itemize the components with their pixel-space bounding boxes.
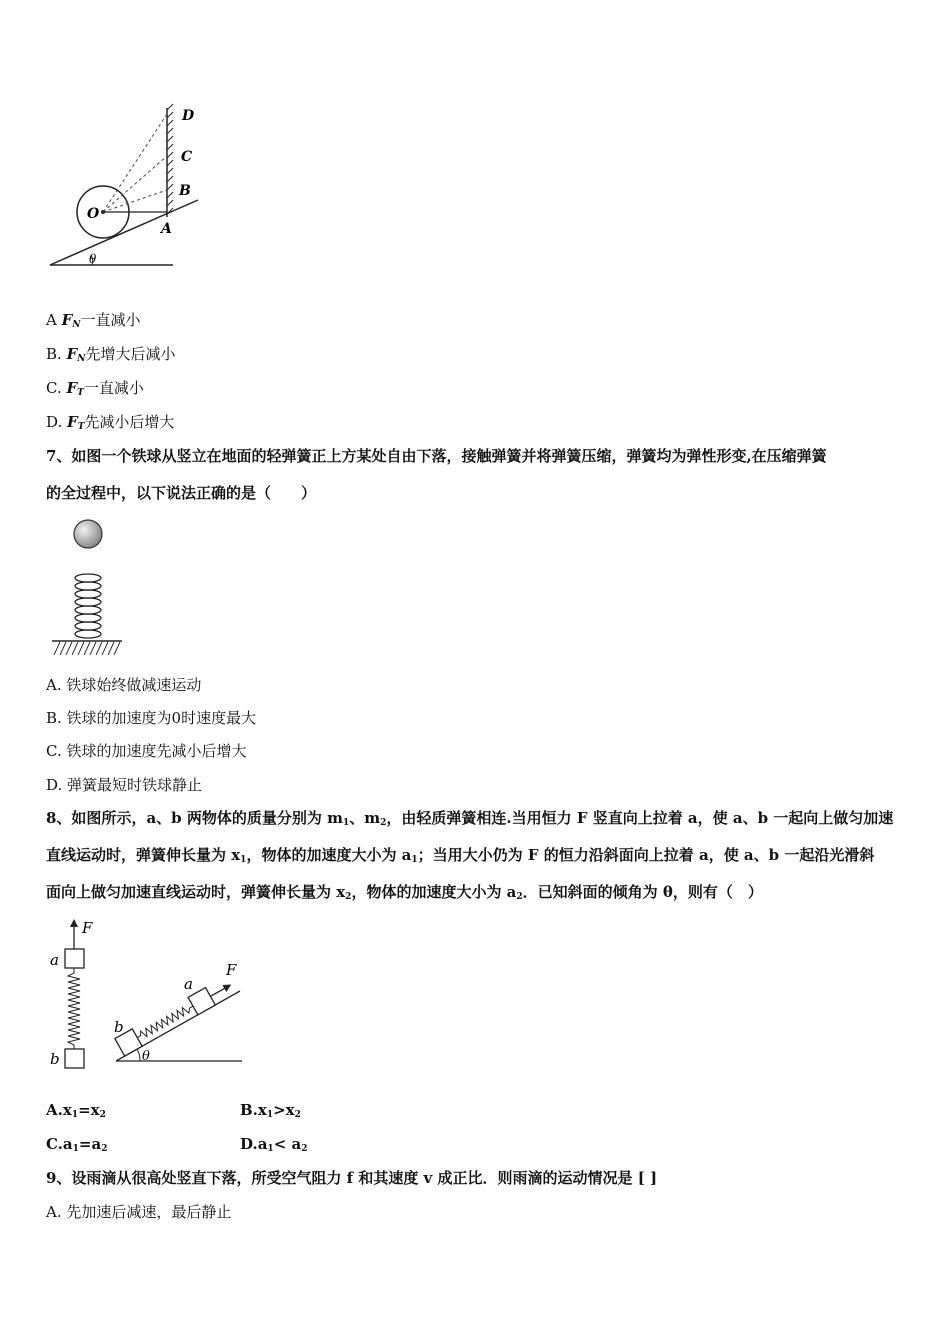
- q8-option-a: $A.x_1=x_2$: [46, 1101, 106, 1120]
- q8-option-d: $D.a_1< a_2$: [240, 1135, 308, 1154]
- label-D: D: [182, 108, 195, 124]
- q6-option-c: C. $F_T$一直减小: [46, 379, 144, 398]
- fig8-b-incline: b: [114, 1018, 124, 1036]
- fig8-F-incline: F: [226, 961, 237, 979]
- label-theta: θ: [89, 252, 97, 266]
- fig8-a-vertical: a: [50, 951, 59, 969]
- q8-option-c: $C.a_1=a_2$: [46, 1135, 108, 1154]
- q7-stem-line2: 的全过程中，以下说法正确的是（ ）: [46, 484, 317, 502]
- q6-option-b: B. $F_N$先增大后减小: [46, 345, 176, 364]
- q7-option-d: D. 弹簧最短时铁球静止: [46, 776, 203, 794]
- label-A: A: [161, 221, 172, 237]
- q7-figure: [48, 512, 128, 660]
- label-B: B: [179, 183, 191, 199]
- fig8-F-vertical: F: [82, 919, 93, 937]
- q9-option-a: A. 先加速后减速，最后静止: [46, 1203, 232, 1221]
- fig8-theta: θ: [142, 1049, 150, 1064]
- fig8-a-incline: a: [184, 975, 193, 993]
- q7-stem-line1: 7、如图一个铁球从竖立在地面的轻弹簧正上方某处自由下落，接触弹簧并将弹簧压缩，弹簧均为弹性形变,在压缩弹簧: [46, 447, 827, 465]
- q7-option-c: C. 铁球的加速度先减小后增大: [46, 742, 247, 760]
- q6-option-d: D. $F_T$先减小后增大: [46, 413, 175, 432]
- q8-stem-line3: 面向上做匀加速直线运动时，弹簧伸长量为 $x_2$，物体的加速度大小为 $a_2$．已知斜面的倾角为 θ，则有（ ）: [46, 883, 763, 902]
- q8-option-b: $B.x_1>x_2$: [240, 1101, 301, 1120]
- q7-option-a: A. 铁球始终做减速运动: [46, 676, 202, 694]
- label-C: C: [181, 149, 193, 165]
- q8-stem-line1: 8、如图所示，a、b 两物体的质量分别为 $m_1$、$m_2$，由轻质弹簧相连.当用恒力 F 竖直向上拉着 a，使 a、b 一起向上做匀加速: [46, 809, 894, 828]
- q7-option-b: B. 铁球的加速度为0时速度最大: [46, 709, 257, 727]
- fig8-b-vertical: b: [50, 1050, 60, 1068]
- q8-stem-line2: 直线运动时，弹簧伸长量为 $x_1$，物体的加速度大小为 $a_1$；当用大小仍为 F 的恒力沿斜面向上拉着 a，使 a、b 一起沿光滑斜: [46, 846, 875, 865]
- q6-figure: [40, 100, 210, 275]
- q8-figure: [44, 915, 254, 1075]
- q6-option-a: A $F_N$一直减小: [46, 311, 141, 330]
- label-O: O: [87, 206, 100, 222]
- q9-stem: 9、设雨滴从很高处竖直下落，所受空气阻力 f 和其速度 v 成正比．则雨滴的运动情况是 [ ]: [46, 1169, 658, 1187]
